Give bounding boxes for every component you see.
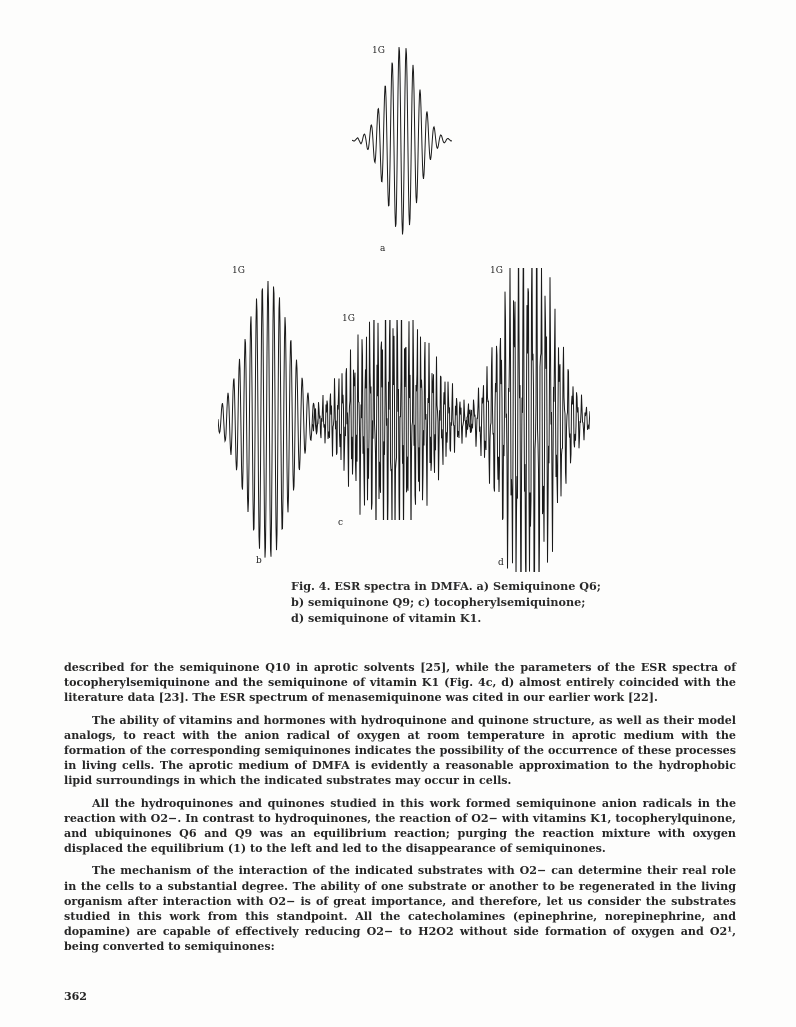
paragraph-3: All the hydroquinones and quinones studied in this work formed semiquinone anion radicals in the reaction with O2−. In contrast to hydroquinones, the reaction of O2− with vitamins K1, tocopherylquinone, and ubiquinones Q6 and Q9 was an equilibrium reaction; purging the reaction mixture with oxygen displaced the equilibrium (1) to the left and led to the disappearance of semiquinones.: [64, 796, 736, 856]
svg-c-line: [312, 320, 472, 520]
panel-letter-a: a: [380, 244, 386, 254]
scale-label-b: 1G: [232, 266, 245, 276]
spectrum-b-trace: [218, 270, 318, 570]
panel-letter-d: d: [498, 558, 504, 568]
paragraph-1: described for the semiquinone Q10 in aprotic solvents [25], while the parameters of the ESR spectra of tocopherylsemiquinone and the semiquinone of vitamin K1 (Fig. 4c, d) almost entirely coincided with the literature data [23]. The ESR spectrum of menasemiquinone was cited in our earlier work [22].: [64, 661, 736, 705]
svg-a-line: [352, 47, 452, 234]
scale-label-a: 1G: [372, 46, 385, 56]
page-number: 362: [64, 990, 87, 1003]
scale-label-c: 1G: [342, 314, 355, 324]
scale-label-d: 1G: [490, 266, 503, 276]
svg-b-line: [218, 281, 318, 558]
panel-letter-c: c: [338, 518, 344, 528]
esr-spectrum-c: [312, 320, 472, 520]
body-text: [64, 660, 736, 962]
paragraph-4: The mechanism of the interaction of the indicated substrates with O2− can determine their real role in the cells to a substantial degree. The ability of one substrate or another to be regenerated in the living organism after interaction with O2− is of great importance, and therefore, let us consider the substrates studied in this work from this standpoint. All the catecholamines (epinephrine, norepinephrine, and dopamine) are capable of effectively reducing O2− to H2O2 without side formation of oxygen and O2¹, being converted to semiquinones:: [64, 864, 736, 954]
spectrum-c-trace: [312, 320, 472, 520]
esr-spectrum-a: [352, 40, 452, 240]
esr-spectrum-d: [466, 268, 590, 572]
svg-d-line: [466, 268, 590, 572]
esr-spectrum-b: [218, 270, 318, 570]
figure-caption: Fig. 4. ESR spectra in DMFA. a) Semiquinone Q6; b) semiquinone Q9; c) tocopherylsemiquinone; d) semiquinone of vitamin K1.: [291, 579, 601, 625]
panel-letter-b: b: [256, 556, 262, 566]
paragraph-2: The ability of vitamins and hormones with hydroquinone and quinone structure, as well as their model analogs, to react with the anion radical of oxygen at room temperature in aprotic medium with the formation of the corresponding semiquinones indicates the possibility of the occurrence of these processes in living cells. The aprotic medium of DMFA is evidently a reasonable approximation to the hydrophobic lipid surroundings in which the indicated substrates may occur in cells.: [64, 713, 736, 788]
spectrum-a-trace: [352, 40, 452, 240]
spectrum-d-trace: [466, 268, 590, 572]
